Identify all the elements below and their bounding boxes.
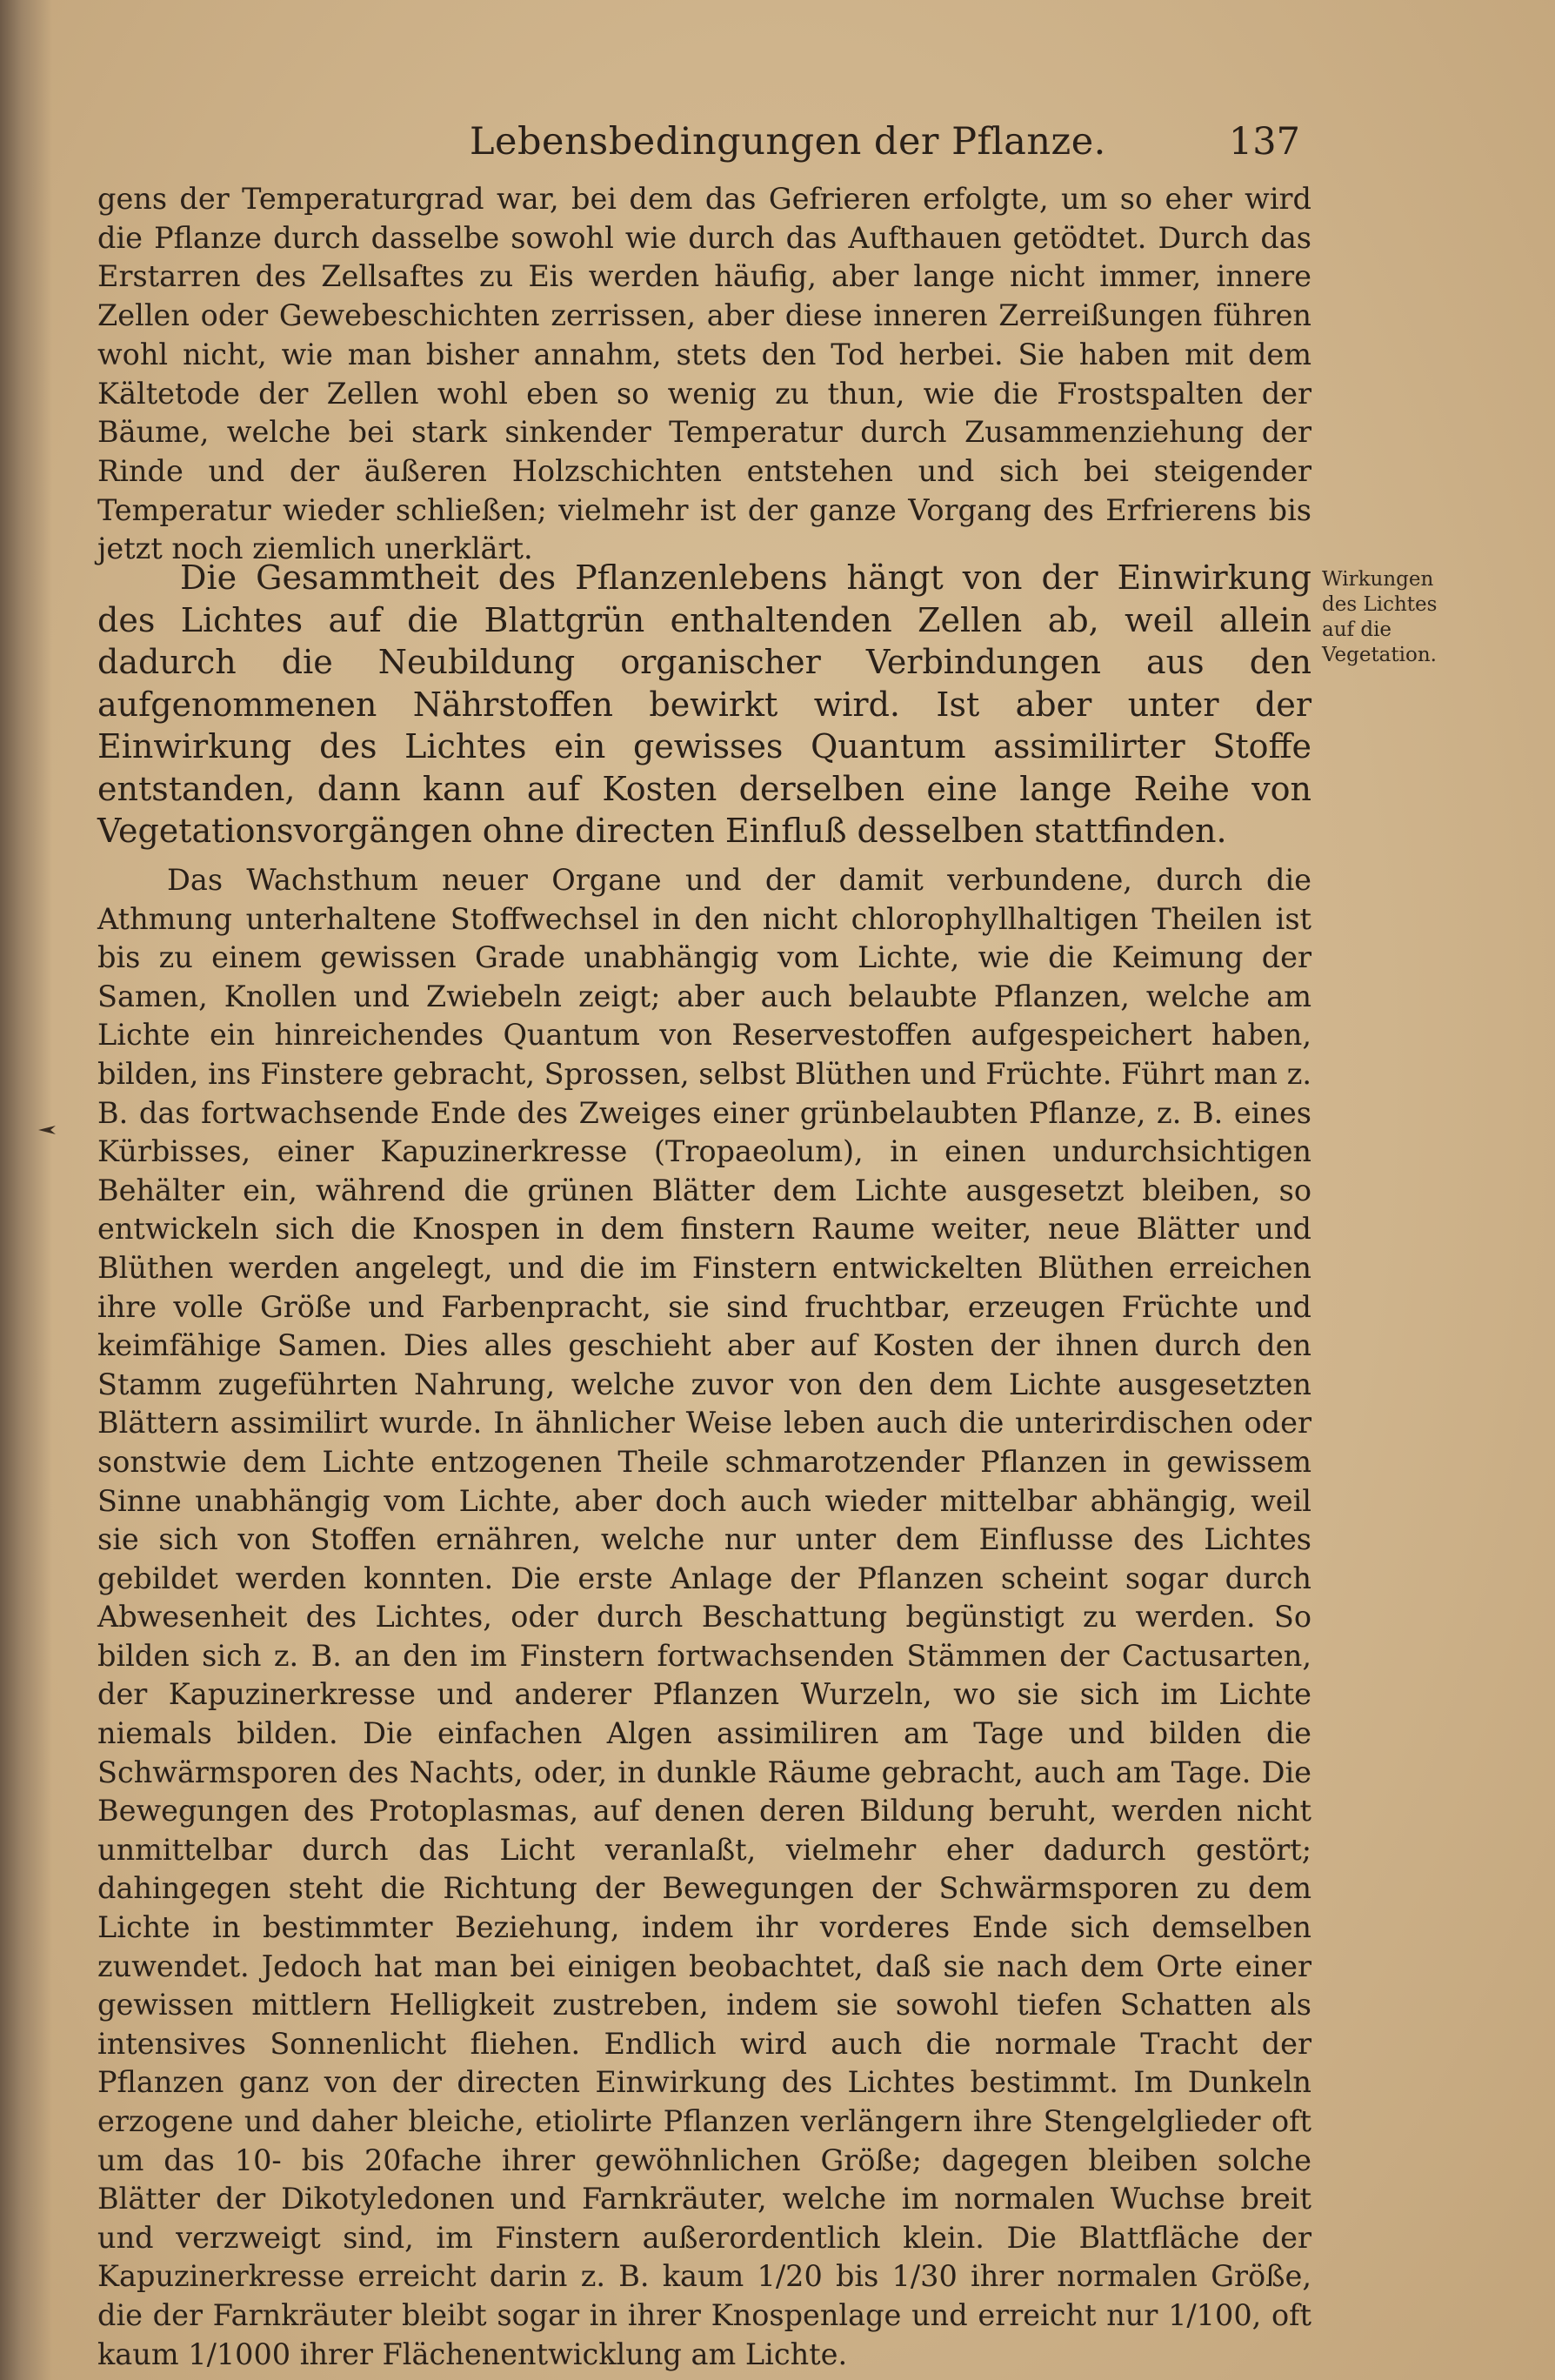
marginal-note	[1322, 567, 1444, 668]
paragraph-text: gens der Temperaturgrad war, bei dem das Gefrieren erfolgte, um so eher wird die Pflanze durch dasselbe sowohl wie durch das Aufthauen getödtet. Durch das Erstarren des Zellsaftes zu Eis werden häufig, aber lange nicht immer, innere Zellen oder Gewebeschichten zerrissen, aber diese inneren Zerreißungen führen wohl nicht, wie man bisher annahm, stets den Tod herbei. Sie haben mit dem Kältetode der Zellen wohl eben so wenig zu thun, wie die Frostspalten der Bäume, welche bei stark sinkender Temperatur durch Zusammenziehung der Rinde und der äußeren Holzschichten entstehen und sich bei steigender Temperatur wieder schließen; vielmehr ist der ganze Vorgang des Erfrierens bis jetzt noch ziemlich unerklärt.	[97, 182, 1311, 566]
paragraph-text: Das Wachsthum neuer Organe und der damit verbundene, durch die Athmung unterhaltene Stoffwechsel in den nicht chlorophyllhaltigen Theilen ist bis zu einem gewissen Grade unabhängig vom Lichte, wie die Keimung der Samen, Knollen und Zwiebeln zeigt; aber auch belaubte Pflanzen, welche am Lichte ein hinreichendes Quantum von Reservestoffen aufgespeichert haben, bilden, ins Finstere gebracht, Sprossen, selbst Blüthen und Früchte. Führt man z. B. das fortwachsende Ende des Zweiges einer grünbelaubten Pflanze, z. B. eines Kürbisses, einer Kapuzinerkresse (Tropaeolum), in einen undurchsichtigen Behälter ein, während die grünen Blätter dem Lichte ausgesetzt bleiben, so entwickeln sich die Knospen in dem finstern Raume weiter, neue Blätter und Blüthen werden angelegt, und die im Finstern entwickelten Blüthen erreichen ihre volle Größe und Farbenpracht, sie sind fruchtbar, erzeugen Früchte und keimfähige Samen. Dies alles geschieht aber auf Kosten der ihnen durch den Stamm zugeführten Nahrung, welche zuvor von den dem Lichte ausgesetzten Blättern assimilirt wurde. In ähnlicher Weise leben auch die unterirdischen oder sonstwie dem Lichte entzogenen Theile schmarotzender Pflanzen in gewissem Sinne unabhängig vom Lichte, aber doch auch wieder mittelbar abhängig, weil sie sich von Stoffen ernähren, welche nur unter dem Einflusse des Lichtes gebildet werden konnten. Die erste Anlage der Pflanzen scheint sogar durch Abwesenheit des Lichtes, oder durch Beschattung begünstigt zu werden. So bilden sich z. B. an den im Finstern fortwachsenden Stämmen der Cactusarten, der Kapuzinerkresse und anderer Pflanzen Wurzeln, wo sie sich im Lichte niemals bilden. Die einfachen Algen assimiliren am Tage und bilden die Schwärmsporen des Nachts, oder, in dunkle Räume gebracht, auch am Tage. Die Bewegungen des Protoplasmas, auf denen deren Bildung beruht, werden nicht unmittelbar durch das Licht veranlaßt, vielmehr eher dadurch gestört; dahingegen steht die Richtung der Bewegungen der Schwärmsporen zu dem Lichte in bestimmter Beziehung, indem ihr vorderes Ende sich demselben zuwendet. Jedoch hat man bei einigen beobachtet, daß sie nach dem Orte einer gewissen mittlern Helligkeit zustreben, indem sie sowohl tiefen Schatten als intensives Sonnenlicht fliehen. Endlich wird auch die normale Tracht der Pflanzen ganz von der directen Einwirkung des Lichtes bestimmt. Im Dunkeln erzogene und daher bleiche, etiolirte Pflanzen verlängern ihre Stengelglieder oft um das 10- bis 20fache ihrer gewöhnlichen Größe; dagegen bleiben solche Blätter der Dikotyledonen und Farnkräuter, welche im normalen Wuchse breit und verzweigt sind, im Finstern außerordentlich klein. Die Blattfläche der Kapuzinerkresse erreicht darin z. B. kaum 1/20 bis 1/30 ihrer normalen Größe, die der Farnkräuter bleibt sogar in ihrer Knospenlage und erreicht nur 1/100, oft kaum 1/1000 ihrer Flächenentwicklung am Lichte.	[97, 863, 1311, 2371]
binding-shadow	[0, 0, 52, 2380]
marginal-note-line: des Lichtes	[1322, 593, 1438, 616]
margin-arrow-mark	[37, 1124, 59, 1136]
page-number: 137	[1228, 120, 1300, 164]
paragraph-frost-continuation	[97, 180, 1311, 569]
marginal-note-line: Wirkungen	[1322, 568, 1434, 591]
paragraph-text: Die Gesammtheit des Pflanzenlebens hängt von der Einwirkung des Lichtes auf die Blattgrün enthaltenden Zellen ab, weil allein dadurch die Neubildung organischer Verbindungen aus den aufgenommenen Nährstoffen bewirkt wird. Ist aber unter der Einwirkung des Lichtes ein gewisses Quantum assimilirter Stoffe entstanden, dann kann auf Kosten derselben eine lange Reihe von Vegetationsvorgängen ohne directen Einfluß desselben stattfinden.	[97, 558, 1311, 850]
marginal-note-line: auf die	[1322, 618, 1392, 641]
paragraph-growth-in-darkness	[97, 861, 1311, 2374]
paragraph-light-dependency	[97, 557, 1311, 852]
marginal-note-line: Vegetation.	[1322, 644, 1437, 666]
running-title: Lebensbedingungen der Pflanze.	[470, 120, 1106, 164]
page-header	[470, 120, 1300, 172]
